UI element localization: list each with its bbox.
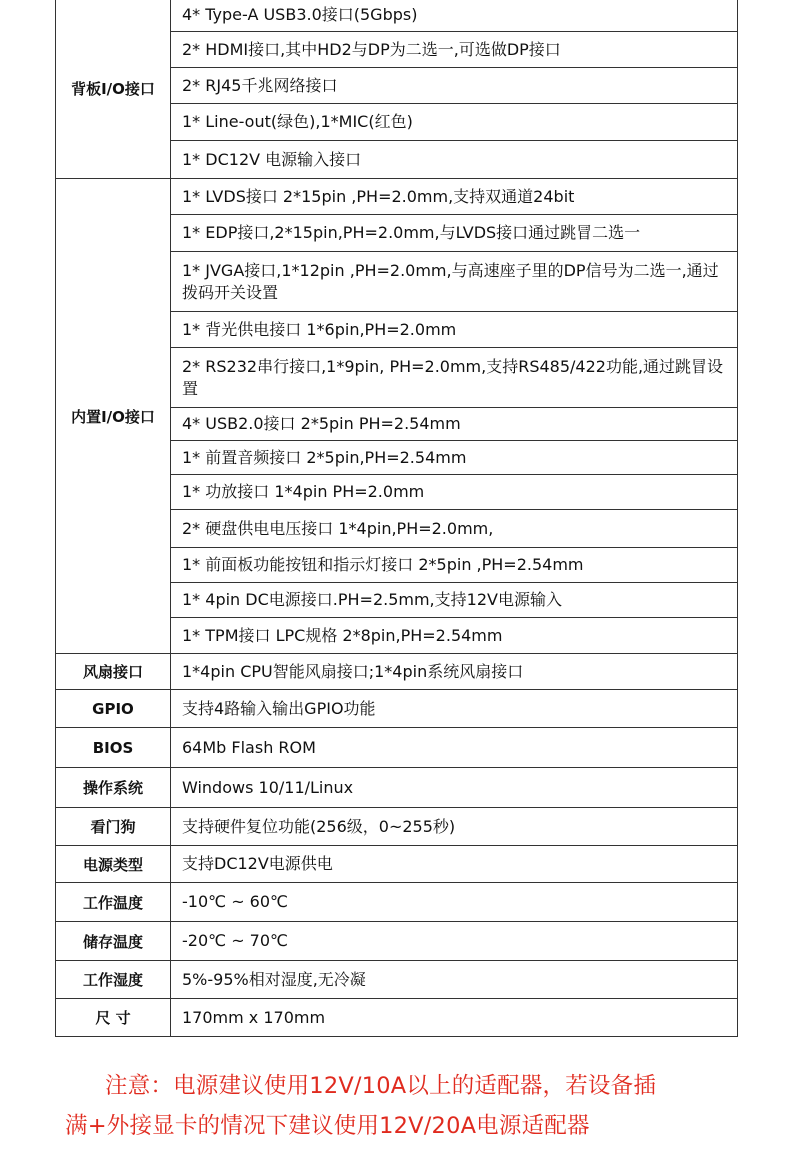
spec-value: 1* 前置音频接口 2*5pin,PH=2.54mm — [171, 441, 738, 475]
spec-value: 1* 功放接口 1*4pin PH=2.0mm — [171, 475, 738, 510]
spec-value: 4* USB2.0接口 2*5pin PH=2.54mm — [171, 408, 738, 441]
spec-category-label: 工作温度 — [56, 883, 171, 922]
spec-category-label: 内置I/O接口 — [56, 179, 171, 654]
spec-value: Windows 10/11/Linux — [171, 768, 738, 808]
spec-value: 支持DC12V电源供电 — [171, 846, 738, 883]
spec-category-label: 储存温度 — [56, 922, 171, 961]
spec-row — [56, 768, 738, 808]
spec-value: 1* DC12V 电源输入接口 — [171, 141, 738, 179]
spec-value: 64Mb Flash ROM — [171, 728, 738, 768]
spec-value: 1* 前面板功能按钮和指示灯接口 2*5pin ,PH=2.54mm — [171, 548, 738, 583]
spec-value: 2* RJ45千兆网络接口 — [171, 68, 738, 104]
spec-row — [56, 690, 738, 728]
spec-value: 170mm x 170mm — [171, 999, 738, 1037]
spec-category-label: BIOS — [56, 728, 171, 768]
spec-value: 1* EDP接口,2*15pin,PH=2.0mm,与LVDS接口通过跳冒二选一 — [171, 215, 738, 252]
spec-value: 1*4pin CPU智能风扇接口;1*4pin系统风扇接口 — [171, 654, 738, 690]
spec-value: 1* 背光供电接口 1*6pin,PH=2.0mm — [171, 312, 738, 348]
spec-row — [56, 846, 738, 883]
spec-value: -20℃ ~ 70℃ — [171, 922, 738, 961]
spec-value: 1* TPM接口 LPC规格 2*8pin,PH=2.54mm — [171, 618, 738, 654]
spec-value: 5%-95%相对湿度,无冷凝 — [171, 961, 738, 999]
spec-table — [55, 0, 738, 1037]
spec-row — [56, 179, 738, 215]
spec-row — [56, 654, 738, 690]
spec-row — [56, 961, 738, 999]
spec-value: 2* 硬盘供电电压接口 1*4pin,PH=2.0mm, — [171, 510, 738, 548]
spec-value: 1* JVGA接口,1*12pin ,PH=2.0mm,与高速座子里的DP信号为二选一,通过拨码开关设置 — [171, 252, 738, 312]
spec-row — [56, 728, 738, 768]
spec-category-label: 操作系统 — [56, 768, 171, 808]
spec-value: 2* RS232串行接口,1*9pin, PH=2.0mm,支持RS485/422功能,通过跳冒设置 — [171, 348, 738, 408]
spec-value: -10℃ ~ 60℃ — [171, 883, 738, 922]
spec-row — [56, 999, 738, 1037]
spec-category-label: GPIO — [56, 690, 171, 728]
spec-value: 2* HDMI接口,其中HD2与DP为二选一,可选做DP接口 — [171, 32, 738, 68]
spec-value: 1* Line-out(绿色),1*MIC(红色) — [171, 104, 738, 141]
spec-category-label: 电源类型 — [56, 846, 171, 883]
spec-category-label: 尺 寸 — [56, 999, 171, 1037]
spec-value: 1* LVDS接口 2*15pin ,PH=2.0mm,支持双通道24bit — [171, 179, 738, 215]
spec-row — [56, 808, 738, 846]
spec-row — [56, 922, 738, 961]
spec-category-label: 工作湿度 — [56, 961, 171, 999]
spec-category-label: 背板I/O接口 — [56, 0, 171, 179]
power-note-line-1: 注意：电源建议使用12V/10A以上的适配器，若设备插 — [105, 1073, 657, 1099]
spec-value: 支持4路输入输出GPIO功能 — [171, 690, 738, 728]
spec-row — [56, 883, 738, 922]
spec-value: 支持硬件复位功能(256级，0~255秒) — [171, 808, 738, 846]
power-note-line-2: 满+外接显卡的情况下建议使用12V/20A电源适配器 — [65, 1113, 590, 1139]
spec-table-body — [56, 0, 738, 1037]
spec-value: 4* Type-A USB3.0接口(5Gbps) — [171, 0, 738, 32]
spec-row — [56, 0, 738, 32]
spec-category-label: 风扇接口 — [56, 654, 171, 690]
spec-value: 1* 4pin DC电源接口.PH=2.5mm,支持12V电源输入 — [171, 583, 738, 618]
spec-category-label: 看门狗 — [56, 808, 171, 846]
